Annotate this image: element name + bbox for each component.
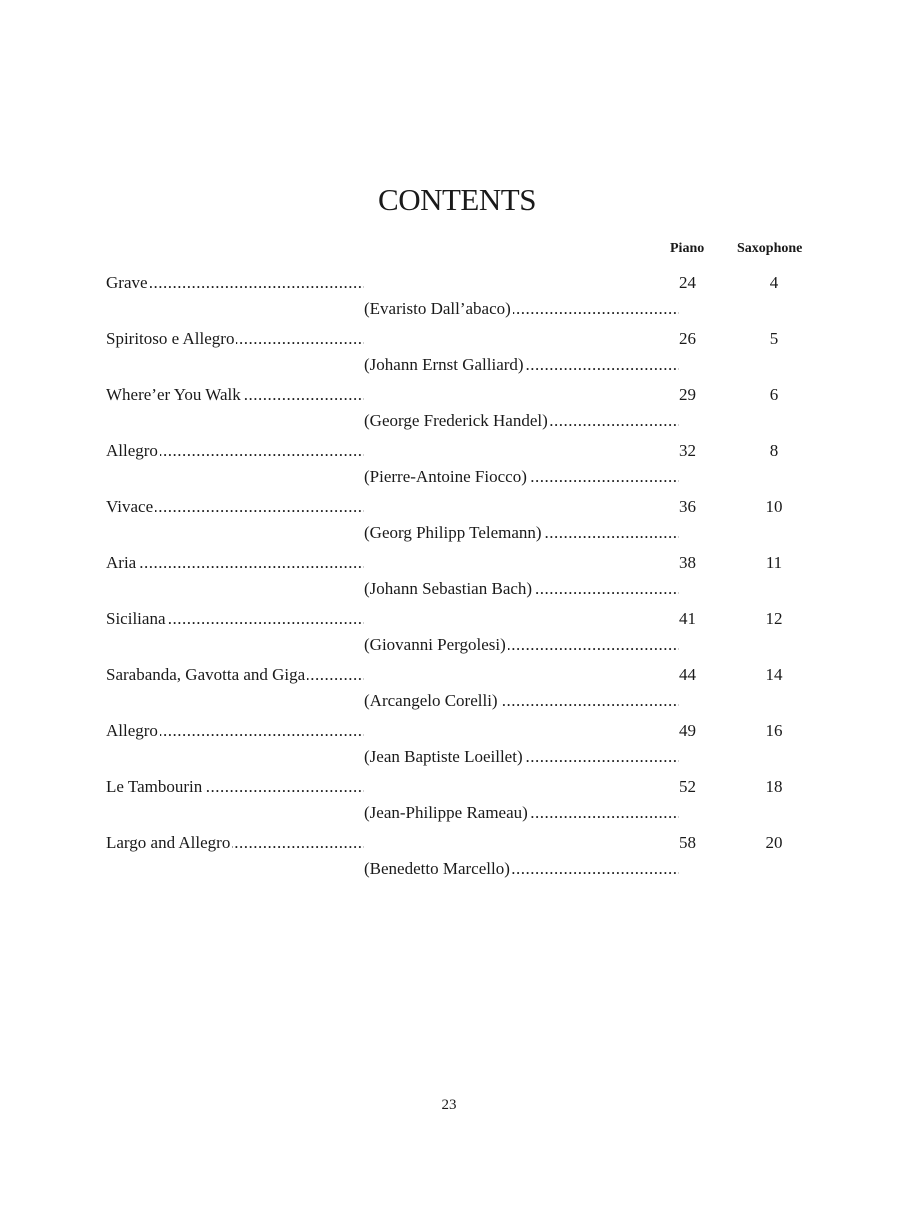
piece-title: Allegro: [106, 441, 158, 460]
saxophone-page-number: 14: [765, 665, 783, 684]
saxophone-page-number: 11: [765, 553, 783, 572]
saxophone-page-number: 12: [765, 609, 783, 628]
piece-title: Grave: [106, 273, 148, 292]
piano-page-number: 52: [679, 777, 696, 796]
saxophone-page-number: 8: [769, 441, 779, 460]
contents-entry[interactable]: [106, 382, 816, 438]
piano-page-number: 24: [679, 273, 696, 292]
contents-entry[interactable]: [106, 326, 816, 382]
saxophone-page-number: 4: [769, 273, 779, 292]
saxophone-column-header: Saxophone: [737, 241, 803, 256]
piano-page-number: 38: [679, 553, 696, 572]
contents-entry[interactable]: [106, 774, 816, 830]
contents-entry[interactable]: [106, 494, 816, 550]
saxophone-page-number: 20: [765, 833, 783, 852]
piece-title: Largo and Allegro: [106, 833, 231, 852]
piano-page-number: 58: [679, 833, 696, 852]
saxophone-page-number: 18: [765, 777, 783, 796]
saxophone-page-number: 16: [765, 721, 783, 740]
piece-title: Where’er You Walk: [106, 385, 241, 404]
piano-page-number: 29: [679, 385, 696, 404]
piece-title: Sarabanda, Gavotta and Giga: [106, 665, 306, 684]
composer-name: (George Frederick Handel): [364, 411, 548, 430]
contents-entry[interactable]: [106, 718, 816, 774]
piece-title: Vivace: [106, 497, 154, 516]
piano-page-number: 44: [679, 665, 696, 684]
composer-name: (Pierre-Antoine Fiocco): [364, 467, 527, 486]
contents-entry[interactable]: [106, 830, 816, 886]
piece-title: Le Tambourin: [106, 777, 203, 796]
composer-name: (Arcangelo Corelli): [364, 691, 498, 710]
composer-name: (Johann Ernst Galliard): [364, 355, 524, 374]
piece-title: Aria: [106, 553, 137, 572]
saxophone-page-number: 6: [769, 385, 779, 404]
contents-entry[interactable]: [106, 606, 816, 662]
piano-column-header: Piano: [670, 241, 705, 256]
piece-title: Siciliana: [106, 609, 166, 628]
piano-page-number: 41: [679, 609, 696, 628]
contents-entry[interactable]: [106, 550, 816, 606]
contents-entry[interactable]: [106, 438, 816, 494]
saxophone-page-number: 10: [765, 497, 783, 516]
contents-entry[interactable]: [106, 270, 816, 326]
composer-name: (Giovanni Pergolesi): [364, 635, 506, 654]
contents-list: [106, 270, 816, 886]
composer-name: (Jean-Philippe Rameau): [364, 803, 528, 822]
piece-title: Allegro: [106, 721, 158, 740]
page-title: CONTENTS: [378, 182, 536, 217]
piano-page-number: 32: [679, 441, 696, 460]
composer-name: (Benedetto Marcello): [364, 859, 510, 878]
piano-page-number: 49: [679, 721, 696, 740]
saxophone-page-number: 5: [769, 329, 779, 348]
piano-page-number: 26: [679, 329, 696, 348]
piece-title: Spiritoso e Allegro: [106, 329, 235, 348]
composer-name: (Jean Baptiste Loeillet): [364, 747, 523, 766]
composer-name: (Johann Sebastian Bach): [364, 579, 533, 598]
page-number: 23: [441, 1097, 457, 1113]
composer-name: (Georg Philipp Telemann): [364, 523, 542, 542]
contents-entry[interactable]: [106, 662, 816, 718]
piano-page-number: 36: [679, 497, 696, 516]
composer-name: (Evaristo Dall’abaco): [364, 299, 511, 318]
